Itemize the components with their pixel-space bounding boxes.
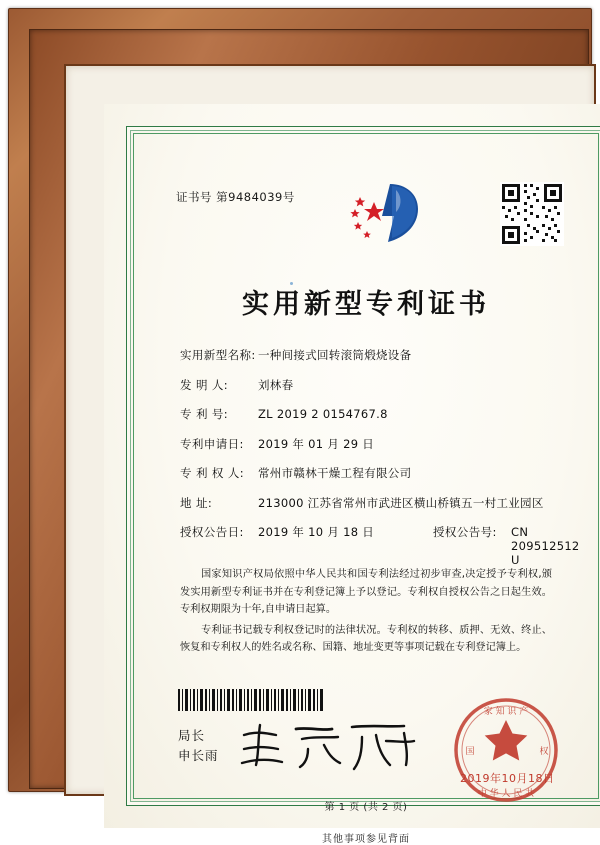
field-value-secondary: CN 209512512 U bbox=[511, 525, 580, 567]
field-list bbox=[180, 347, 580, 581]
footer-note: 其他事项参见背面 bbox=[322, 834, 410, 845]
field-label: 专 利 权 人: bbox=[180, 466, 245, 480]
field-label: 专 利 号: bbox=[180, 407, 229, 421]
handwritten-signature-icon bbox=[236, 719, 436, 775]
signature-title-line2: 申长雨 bbox=[178, 748, 219, 763]
field-value: 2019 年 10 月 18 日 bbox=[258, 525, 375, 539]
seal-date: 2019年10月18日 bbox=[460, 772, 555, 785]
field-row-inventor bbox=[180, 377, 560, 393]
frame-bevel bbox=[29, 29, 589, 845]
field-value: 一种间接式回转滚筒煅烧设备 bbox=[258, 348, 412, 362]
page-number: 第 1 页 (共 2 页) bbox=[324, 802, 408, 813]
field-label: 实用新型名称: bbox=[180, 348, 256, 362]
field-row-grant-announcement bbox=[180, 524, 580, 567]
svg-text:中 华 人 民 共: 中 华 人 民 共 bbox=[477, 789, 535, 799]
field-row-name bbox=[180, 347, 560, 363]
field-value: ZL 2019 2 0154767.8 bbox=[258, 407, 388, 421]
field-value: 刘林春 bbox=[258, 377, 294, 392]
barcode-icon bbox=[178, 689, 326, 711]
qr-code-icon bbox=[500, 182, 564, 246]
field-label: 发 明 人: bbox=[180, 377, 229, 392]
official-red-seal-icon bbox=[452, 696, 560, 804]
field-label: 地 址: bbox=[180, 495, 213, 510]
field-label: 专利申请日: bbox=[180, 436, 244, 451]
signature-title-line1: 局长 bbox=[178, 728, 206, 743]
paragraph-1: 国家知识产权局依照中华人民共和国专利法经过初步审查,决定授予专利权,颁发实用新型专利证书并在专利登记簿上予以登记。专利权自授权公告之日起生效。专利权期限为十年,自申请日起算。 bbox=[180, 569, 552, 616]
svg-text:家 知 识 产: 家 知 识 产 bbox=[483, 707, 529, 717]
field-value: 2019 年 01 月 29 日 bbox=[258, 436, 375, 451]
field-row-address bbox=[180, 495, 560, 511]
certificate-number: 证书号 第9484039号 bbox=[176, 190, 295, 204]
paragraph-2: 专利证书记载专利权登记时的法律状况。专利权的转移、质押、无效、终止、恢复和专利权人的姓名或名称、国籍、地址变更等事项记载在专利登记簿上。 bbox=[180, 624, 552, 654]
page-title: 实用新型专利证书 bbox=[242, 289, 490, 320]
field-value: 常州市赣林干燥工程有限公司 bbox=[258, 466, 412, 480]
field-label: 授权公告日: bbox=[180, 525, 244, 539]
field-row-patentee bbox=[180, 465, 560, 481]
svg-text:权: 权 bbox=[539, 747, 549, 757]
signature-block bbox=[178, 726, 219, 766]
legal-body-text bbox=[180, 566, 552, 660]
field-label-secondary: 授权公告号: bbox=[433, 525, 497, 539]
frame-inner-line bbox=[64, 64, 596, 845]
svg-text:国: 国 bbox=[465, 747, 475, 757]
field-value: 213000 江苏省常州市武进区横山桥镇五一村工业园区 bbox=[258, 495, 544, 510]
certificate-paper bbox=[104, 104, 600, 845]
certificate-wooden-frame bbox=[8, 8, 592, 845]
patent-office-logo-icon bbox=[336, 176, 444, 250]
field-row-application-date bbox=[180, 436, 560, 452]
field-row-patent-no bbox=[180, 406, 560, 422]
